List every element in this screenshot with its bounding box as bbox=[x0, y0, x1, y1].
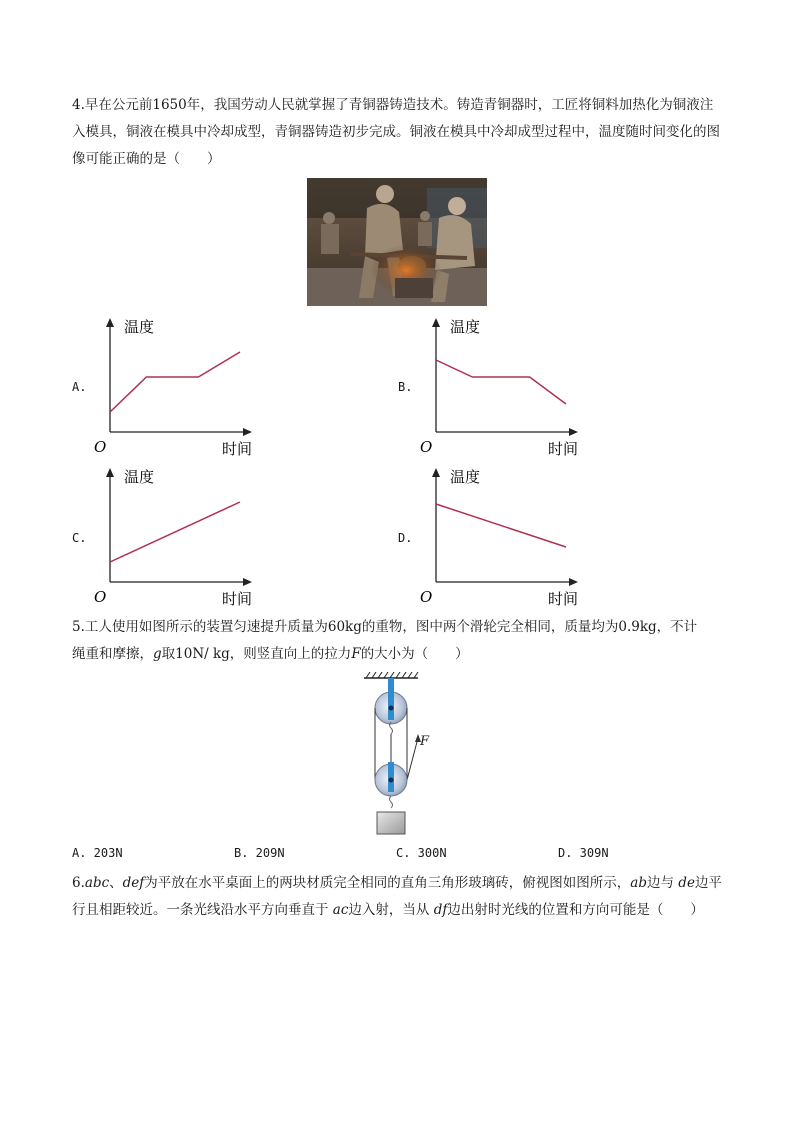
origin-label: O bbox=[94, 588, 107, 606]
y-axis-arrow bbox=[106, 318, 114, 327]
symbol-abc: abc bbox=[84, 875, 110, 891]
symbol-df: df bbox=[433, 902, 448, 918]
symbol-ab: ab bbox=[630, 875, 647, 891]
option-b-label: B. bbox=[398, 380, 413, 394]
choice-c: C. 300N bbox=[396, 846, 447, 860]
choice-d: D. 309N bbox=[558, 846, 609, 860]
temperature-curve bbox=[436, 360, 566, 404]
option-a-label: A. bbox=[72, 380, 87, 394]
graph-svg bbox=[88, 312, 268, 458]
graph-svg bbox=[414, 462, 594, 608]
y-axis-arrow bbox=[432, 468, 440, 477]
symbol-ac: ac bbox=[332, 902, 349, 918]
symbol-def: def bbox=[122, 875, 145, 891]
x-axis-label: 时间 bbox=[548, 440, 579, 458]
y-axis-arrow bbox=[432, 318, 440, 327]
question-5-line1: 5.工人使用如图所示的装置匀速提升质量为60kg的重物，图中两个滑轮完全相同，质量均为0.9kg，不计 bbox=[72, 619, 698, 635]
graph-c bbox=[88, 462, 268, 608]
x-axis-label: 时间 bbox=[222, 440, 253, 458]
question-4-text: 4.早在公元前1650年，我国劳动人民就掌握了青铜器铸造技术。铸造青铜器时，工匠将铜料加热化为铜液注入模具，铜液在模具中冷却成型，青铜器铸造初步完成。铜液在模具中冷却成型过程中，温度随时间变化的图像可能正确的是（ ） bbox=[72, 97, 720, 167]
origin-label: O bbox=[94, 438, 107, 456]
x-axis-arrow bbox=[243, 578, 252, 586]
x-axis-arrow bbox=[569, 578, 578, 586]
option-d-label: D. bbox=[398, 531, 413, 545]
pulley-system-diagram bbox=[360, 672, 450, 838]
origin-label: O bbox=[420, 438, 433, 456]
force-label: F bbox=[420, 734, 430, 749]
temperature-curve bbox=[110, 352, 240, 412]
graph-svg bbox=[414, 312, 594, 458]
symbol-f: F bbox=[351, 646, 361, 662]
y-axis-label: 温度 bbox=[124, 318, 155, 336]
x-axis-arrow bbox=[569, 428, 578, 436]
symbol-g: g bbox=[153, 646, 162, 662]
question-6-text: 6.abc、def为平放在水平桌面上的两块材质完全相同的直角三角形玻璃砖，俯视图如图所示，ab边与 de边平行且相距较近。一条光线沿水平方向垂直于 ac边入射，当从 df边出射时光线的位置和方向可能是（ ） bbox=[72, 875, 722, 918]
y-axis-label: 温度 bbox=[124, 468, 155, 486]
bronze-casting-photo bbox=[307, 178, 487, 306]
temperature-curve bbox=[436, 504, 566, 547]
temperature-curve bbox=[110, 502, 240, 562]
y-axis-arrow bbox=[106, 468, 114, 477]
question-5-text bbox=[72, 614, 724, 668]
graph-svg bbox=[88, 462, 268, 608]
x-axis-arrow bbox=[243, 428, 252, 436]
question-5-line2: 绳重和摩擦，g取10N/ kg，则竖直向上的拉力F的大小为（ ） bbox=[72, 646, 469, 662]
origin-label: O bbox=[420, 588, 433, 606]
x-axis-label: 时间 bbox=[548, 590, 579, 608]
y-axis-label: 温度 bbox=[450, 318, 481, 336]
option-c-label: C. bbox=[72, 531, 87, 545]
graph-a bbox=[88, 312, 268, 458]
graph-b bbox=[414, 312, 594, 458]
symbol-de: de bbox=[678, 875, 695, 891]
graph-d bbox=[414, 462, 594, 608]
choice-b: B. 209N bbox=[234, 846, 285, 860]
y-axis-label: 温度 bbox=[450, 468, 481, 486]
x-axis-label: 时间 bbox=[222, 590, 253, 608]
choice-a: A. 203N bbox=[72, 846, 123, 860]
